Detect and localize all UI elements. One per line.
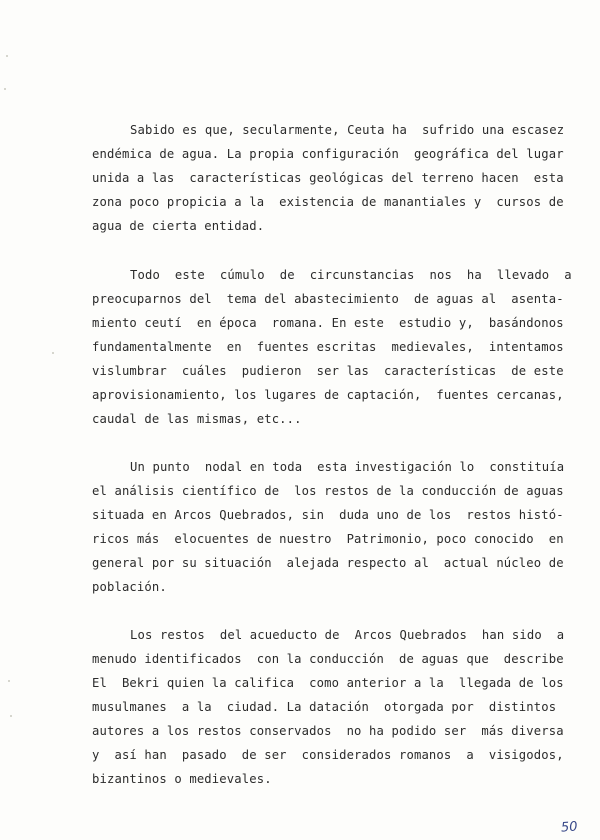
text-line: unida a las características geológicas del terreno hacen esta [92,171,564,185]
text-line: zona poco propicia a la existencia de manantiales y cursos de [92,195,564,209]
scan-speck [10,715,12,717]
text-line: situada en Arcos Quebrados, sin duda uno de los restos histó- [92,508,564,522]
text-line: musulmanes a la ciudad. La datación otorgada por distintos [92,700,557,714]
scan-speck [52,352,54,354]
scan-speck [4,88,6,90]
text-line: el análisis científico de los restos de la conducción de aguas [92,484,564,498]
text-line: aprovisionamiento, los lugares de captación, fuentes cercanas, [92,388,564,402]
text-line: autores a los restos conservados no ha podido ser más diversa [92,724,564,738]
scan-speck [6,55,8,57]
text-line: bizantinos o medievales. [92,772,272,786]
text-line: menudo identificados con la conducción de aguas que describe [92,652,564,666]
paragraph-4 [92,623,565,791]
text-line: ricos más elocuentes de nuestro Patrimonio, poco conocido en [92,532,564,546]
text-line: endémica de agua. La propia configuración geográfica del lugar [92,147,564,161]
text-line: vislumbrar cuáles pudieron ser las características de este [92,364,564,378]
text-line: agua de cierta entidad. [92,219,265,233]
text-line: Sabido es que, secularmente, Ceuta ha sufrido una escasez [130,123,565,137]
scan-speck [8,680,10,682]
text-line: El Bekri quien la califica como anterior a la llegada de los [92,676,564,690]
text-line: Los restos del acueducto de Arcos Quebrados han sido a [130,628,565,642]
text-line: preocuparnos del tema del abastecimiento de aguas al asenta- [92,292,564,306]
paragraph-1 [92,118,565,238]
text-line: general por su situación alejada respecto al actual núcleo de [92,556,564,570]
text-line: caudal de las mismas, etc... [92,412,302,426]
text-line: miento ceutí en época romana. En este estudio y, basándonos [92,316,564,330]
paragraph-3 [92,455,565,599]
text-line: población. [92,580,167,594]
page-number: 50 [560,819,579,836]
text-line: y así han pasado de ser considerados romanos a visigodos, [92,748,564,762]
text-line: fundamentalmente en fuentes escritas medievales, intentamos [92,340,564,354]
paragraph-2 [92,263,572,431]
text-line: Un punto nodal en toda esta investigación lo constituía [130,460,565,474]
text-line: Todo este cúmulo de circunstancias nos ha llevado a [130,268,572,282]
